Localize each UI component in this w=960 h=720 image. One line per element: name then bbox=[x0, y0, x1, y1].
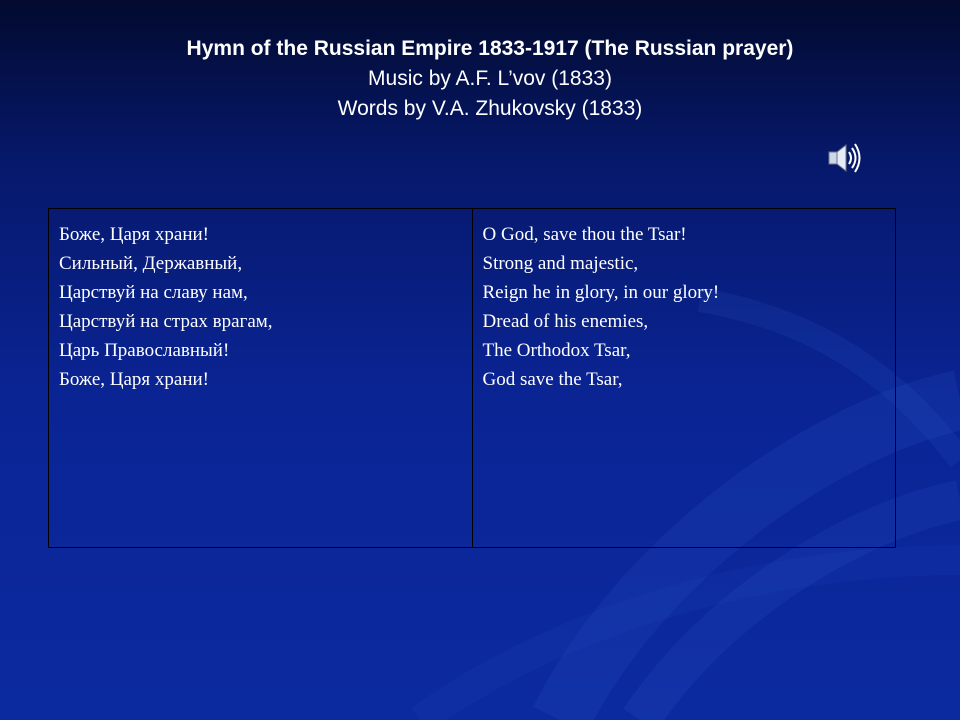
lyrics-table bbox=[48, 208, 896, 548]
english-line: The Orthodox Tsar, bbox=[482, 340, 631, 361]
slide-title: Hymn of the Russian Empire 1833-1917 (The Russian prayer) bbox=[186, 37, 794, 60]
russian-line: Сильный, Державный, bbox=[59, 253, 243, 274]
russian-line: Боже, Царя храни! bbox=[59, 224, 209, 245]
english-line: Dread of his enemies, bbox=[482, 311, 649, 332]
music-credit: Music by A.F. L’vov (1833) bbox=[368, 67, 612, 90]
russian-line: Царствуй на славу нам, bbox=[59, 282, 248, 303]
russian-line: Царь Православный! bbox=[59, 340, 230, 361]
english-line: Strong and majestic, bbox=[482, 253, 639, 274]
english-line: O God, save thou the Tsar! bbox=[482, 224, 687, 245]
english-line: Reign he in glory, in our glory! bbox=[482, 282, 720, 303]
russian-lyrics-cell bbox=[49, 209, 473, 548]
russian-line: Боже, Царя храни! bbox=[59, 369, 209, 390]
english-lyrics-cell bbox=[472, 209, 896, 548]
speaker-icon[interactable] bbox=[826, 140, 862, 176]
words-credit: Words by V.A. Zhukovsky (1833) bbox=[337, 97, 643, 120]
russian-line: Царствуй на страх врагам, bbox=[59, 311, 273, 332]
slide-header bbox=[0, 34, 960, 124]
english-line: God save the Tsar, bbox=[482, 369, 623, 390]
lyrics-row bbox=[49, 209, 896, 548]
